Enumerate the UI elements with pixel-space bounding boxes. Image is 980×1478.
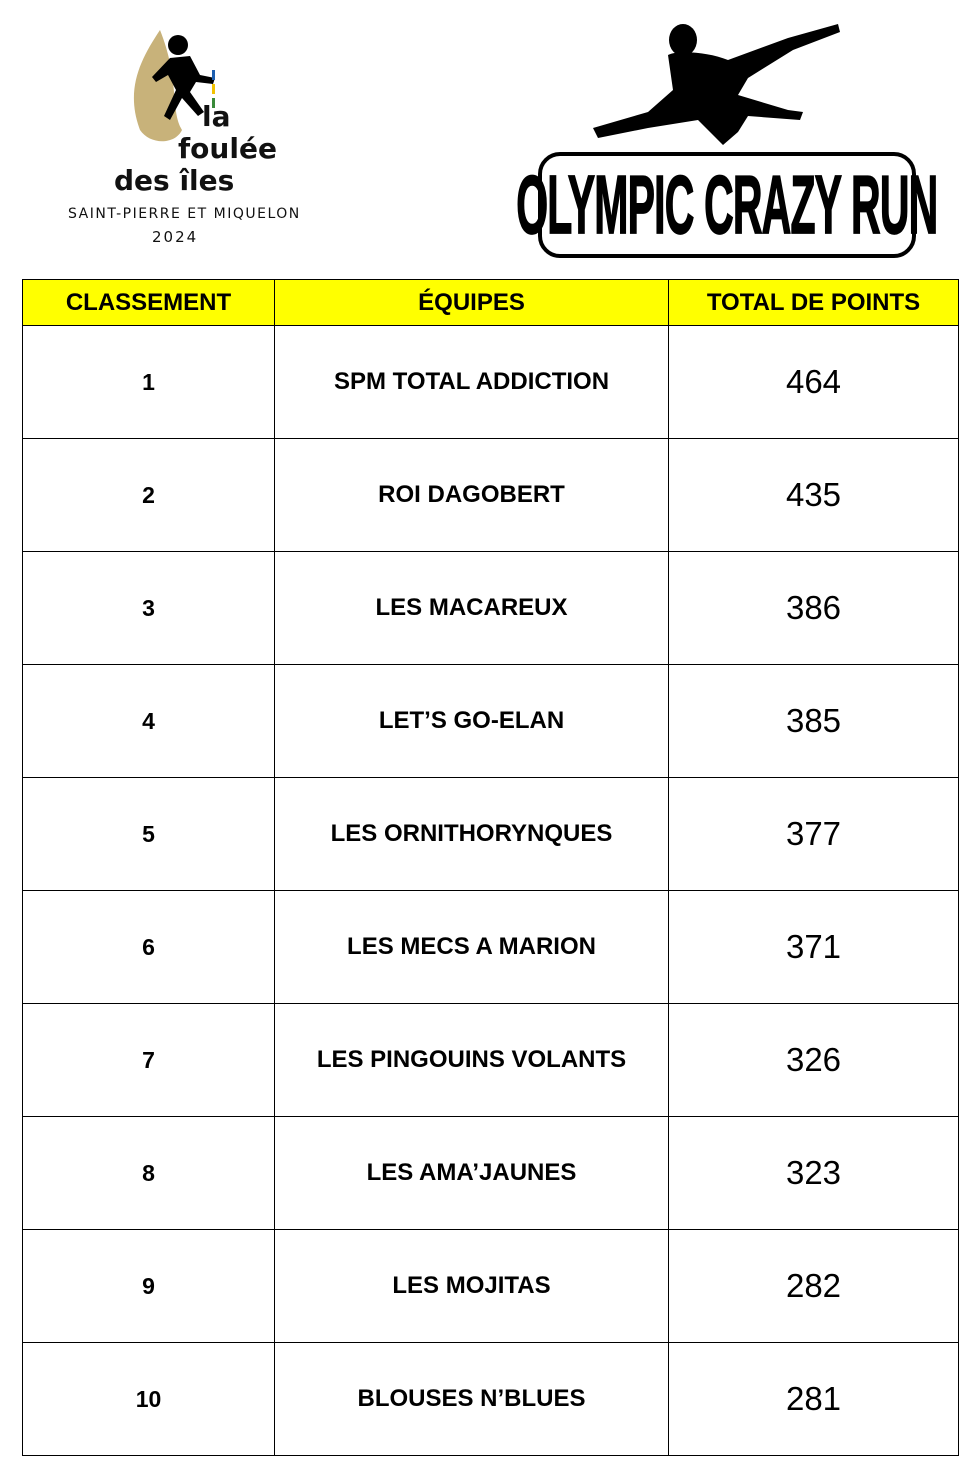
header-total-points: TOTAL DE POINTS xyxy=(669,280,959,326)
table-row xyxy=(23,326,959,439)
team-cell: LET’S GO-ELAN xyxy=(275,665,669,778)
header-equipes: ÉQUIPES xyxy=(275,280,669,326)
rank-cell: 6 xyxy=(23,891,275,1004)
rank-cell: 9 xyxy=(23,1230,275,1343)
table-header-row xyxy=(23,280,959,326)
olympic-crazy-run-logo xyxy=(516,20,938,265)
points-cell: 281 xyxy=(669,1343,959,1456)
logo-subtitle: SAINT-PIERRE ET MIQUELON xyxy=(68,206,301,222)
points-cell: 326 xyxy=(669,1004,959,1117)
la-foulee-des-iles-logo xyxy=(60,20,310,260)
badge-title: OLYMPIC CRAZY RUN xyxy=(516,158,938,252)
table-row xyxy=(23,778,959,891)
team-cell: SPM TOTAL ADDICTION xyxy=(275,326,669,439)
points-cell: 385 xyxy=(669,665,959,778)
table-row xyxy=(23,439,959,552)
results-table xyxy=(22,279,959,1456)
points-cell: 386 xyxy=(669,552,959,665)
table-row xyxy=(23,1343,959,1456)
points-cell: 323 xyxy=(669,1117,959,1230)
team-cell: ROI DAGOBERT xyxy=(275,439,669,552)
rank-cell: 10 xyxy=(23,1343,275,1456)
rank-cell: 1 xyxy=(23,326,275,439)
points-cell: 282 xyxy=(669,1230,959,1343)
logo-text-des-iles: des îles xyxy=(114,164,235,197)
rank-cell: 7 xyxy=(23,1004,275,1117)
rank-cell: 5 xyxy=(23,778,275,891)
team-cell: BLOUSES N’BLUES xyxy=(275,1343,669,1456)
logo-text-la: la xyxy=(202,100,231,133)
points-cell: 371 xyxy=(669,891,959,1004)
points-cell: 435 xyxy=(669,439,959,552)
runner-silhouette-icon xyxy=(588,20,848,150)
table-row xyxy=(23,1004,959,1117)
table-row xyxy=(23,665,959,778)
table-row xyxy=(23,1230,959,1343)
olympic-crazy-run-badge xyxy=(516,152,938,258)
table-row xyxy=(23,552,959,665)
team-cell: LES AMA’JAUNES xyxy=(275,1117,669,1230)
team-cell: LES MECS A MARION xyxy=(275,891,669,1004)
rank-cell: 2 xyxy=(23,439,275,552)
team-cell: LES ORNITHORYNQUES xyxy=(275,778,669,891)
team-cell: LES MOJITAS xyxy=(275,1230,669,1343)
header-classement: CLASSEMENT xyxy=(23,280,275,326)
rank-cell: 3 xyxy=(23,552,275,665)
points-cell: 377 xyxy=(669,778,959,891)
logo-year: 2024 xyxy=(152,228,199,246)
table-row xyxy=(23,1117,959,1230)
table-row xyxy=(23,891,959,1004)
points-cell: 464 xyxy=(669,326,959,439)
rank-cell: 4 xyxy=(23,665,275,778)
rank-cell: 8 xyxy=(23,1117,275,1230)
logo-text-foulee: foulée xyxy=(178,132,277,165)
team-cell: LES MACAREUX xyxy=(275,552,669,665)
team-cell: LES PINGOUINS VOLANTS xyxy=(275,1004,669,1117)
